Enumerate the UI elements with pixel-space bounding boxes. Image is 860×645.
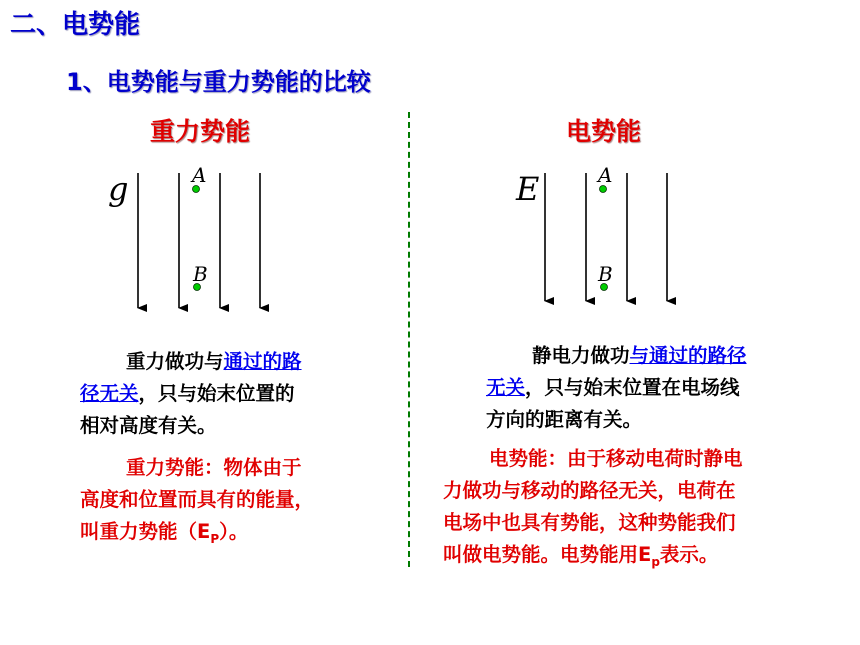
gravity-def-line3-suffix: ）。 — [219, 520, 249, 543]
electric-para-prefix: 静电力做功 — [532, 344, 630, 367]
electric-point-a-label: A — [598, 163, 613, 187]
gravity-para-line1 — [80, 346, 380, 378]
gravity-def-line2: 高度和位置而具有的能量， — [80, 488, 315, 511]
electric-def-line2: 力做功与移动的路径无关，电荷在 — [443, 479, 736, 502]
gravity-field-diagram — [120, 165, 350, 325]
path-independent-link[interactable]: 通过的路 — [223, 350, 302, 373]
gravity-field-symbol: g — [108, 170, 129, 208]
gravity-point-b-label: B — [193, 262, 208, 286]
gravity-def-subscript: P — [210, 531, 220, 546]
electric-field-symbol: E — [516, 170, 540, 208]
gravity-para-prefix: 重力做功与 — [126, 350, 224, 373]
gravity-para-line3: 相对高度有关。 — [80, 414, 217, 437]
electric-potential-definition — [443, 443, 843, 578]
electric-def-line1: 电势能：由于移动电荷时静电 — [489, 447, 743, 470]
electric-para-line3: 方向的距离有关。 — [486, 408, 643, 431]
electric-heading: 电势能 — [566, 117, 642, 146]
electric-def-line4-suffix: 表示。 — [659, 543, 719, 566]
electric-path-link[interactable]: 与通过的路径 — [629, 344, 747, 367]
gravity-def-line3-prefix: 叫重力势能（E — [80, 520, 211, 543]
sub-title: 1、电势能与重力势能的比较 — [66, 68, 371, 96]
electric-point-b-label: B — [598, 262, 613, 286]
electric-def-line3: 电场中也具有势能，这种势能我们 — [443, 511, 736, 534]
electric-def-line4-prefix: 叫做电势能。电势能用E — [443, 543, 652, 566]
electric-path-link-cont[interactable]: 无关 — [486, 376, 526, 399]
gravity-def-line1: 重力势能：物体由于 — [126, 456, 302, 479]
electric-para-line2-rest: ，只与始末位置在电场线 — [525, 376, 740, 399]
gravity-heading: 重力势能 — [150, 117, 251, 146]
electric-work-paragraph — [486, 340, 826, 436]
section-title: 二、电势能 — [10, 10, 141, 40]
electric-field-diagram — [527, 165, 757, 325]
gravity-work-paragraph — [80, 346, 380, 442]
electric-def-subscript: p — [651, 554, 660, 569]
gravity-para-line2 — [80, 378, 380, 410]
path-independent-link-cont[interactable]: 径无关 — [80, 382, 139, 405]
column-divider — [408, 112, 410, 567]
gravity-potential-definition — [80, 452, 380, 555]
gravity-para-line2-rest: ，只与始末位置的 — [138, 382, 295, 405]
gravity-point-a-label: A — [192, 163, 207, 187]
